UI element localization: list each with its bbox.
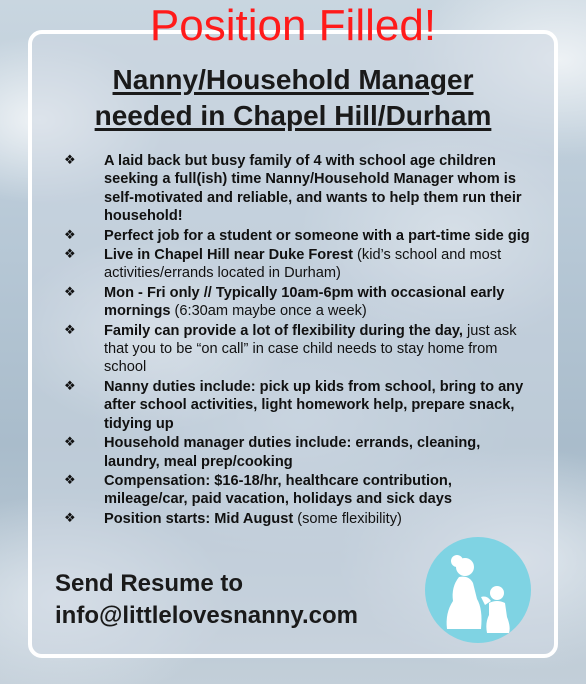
diamond-bullet-icon: ❖ xyxy=(64,322,76,338)
list-item xyxy=(60,227,538,245)
diamond-bullet-icon: ❖ xyxy=(64,472,76,488)
item-bold-text: Position starts: Mid August xyxy=(104,510,294,527)
list-item xyxy=(60,510,538,528)
item-bold-text: Live in Chapel Hill near Duke Forest xyxy=(104,247,353,264)
nanny-with-child-silhouette-logo-icon xyxy=(425,537,531,643)
list-item xyxy=(60,378,538,433)
title-line-1: Nanny/Household Manager xyxy=(112,64,474,95)
item-normal-text: just ask that you to be “on call” in case child needs to stay home from school xyxy=(104,322,517,376)
item-bold-text: Nanny duties include: pick up kids from school, bring to any after school activities, light homework help, prepare snack, tidying up xyxy=(104,378,524,432)
job-details-list xyxy=(60,152,538,529)
list-item xyxy=(60,284,538,321)
list-item xyxy=(60,472,538,509)
item-bold-text: Household manager duties include: errands, cleaning, laundry, meal prep/cooking xyxy=(104,435,481,470)
diamond-bullet-icon: ❖ xyxy=(64,227,76,243)
diamond-bullet-icon: ❖ xyxy=(64,153,76,168)
list-item xyxy=(60,246,538,283)
position-filled-label: Position Filled! xyxy=(149,1,437,50)
item-bold-text: Mon - Fri only // Typically 10am-6pm with occasional early mornings xyxy=(104,284,505,320)
send-resume-label: Send Resume to xyxy=(55,570,244,597)
diamond-bullet-icon: ❖ xyxy=(64,435,76,451)
item-bold-text: Compensation: $16-18/hr, healthcare contribution, mileage/car, paid vacation, holidays and sick days xyxy=(104,472,452,508)
page-title xyxy=(28,62,558,134)
item-normal-text: (some flexibility) xyxy=(293,510,402,527)
list-item xyxy=(60,322,538,377)
diamond-bullet-icon: ❖ xyxy=(64,510,76,526)
contact-block xyxy=(55,568,435,632)
item-normal-text: (kid’s school and most activities/errands located in Durham) xyxy=(104,247,502,282)
diamond-bullet-icon: ❖ xyxy=(64,378,76,394)
list-item xyxy=(60,434,538,471)
item-normal-text: (6:30am maybe once a week) xyxy=(170,303,367,320)
title-line-2: needed in Chapel Hill/Durham xyxy=(94,100,492,131)
list-item xyxy=(60,152,538,226)
item-bold-text: A laid back but busy family of 4 with school age children seeking a full(ish) time Nanny/Household Manager whom is self-motivated and reliable, and wants to help them run their household! xyxy=(104,153,522,225)
contact-email: info@littlelovesnanny.com xyxy=(55,602,358,629)
item-bold-text: Perfect job for a student or someone with a part-time side gig xyxy=(104,227,530,244)
diamond-bullet-icon: ❖ xyxy=(64,247,76,263)
item-bold-text: Family can provide a lot of flexibility during the day, xyxy=(104,322,463,339)
diamond-bullet-icon: ❖ xyxy=(64,284,76,300)
